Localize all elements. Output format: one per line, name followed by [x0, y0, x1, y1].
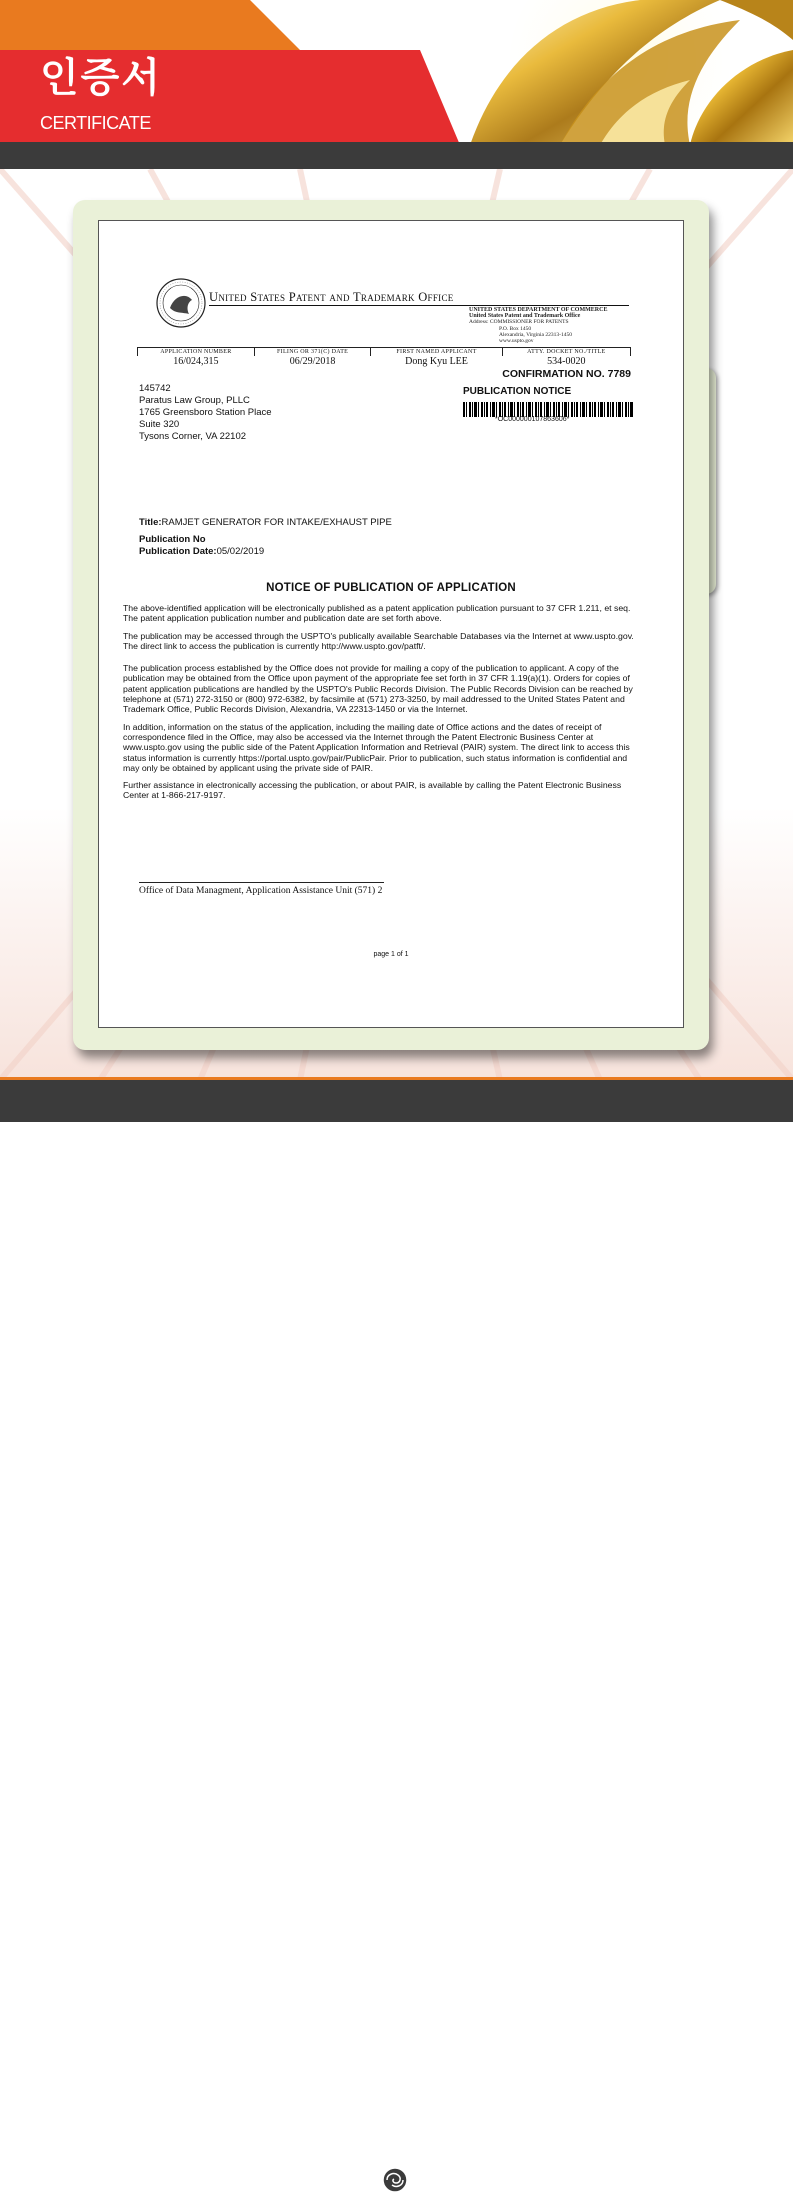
notice-paragraph: The above-identified application will be electronically published as a patent application publication pursuant to 37 CFR 1.211, et seq. The patent application publication number and publication date are set forth above. — [123, 603, 631, 624]
notice-paragraph: The publication may be accessed through the USPTO's publically available Searchable Databases via the Internet at www.uspto.gov. The direct link to access the publication is currently http://www.uspto.gov/patft/. — [123, 630, 634, 651]
publication-date-value: 05/02/2019 — [216, 546, 265, 557]
logo-text-right: POWER — [427, 2176, 463, 2186]
barcode-number: *OC000000107863606* — [495, 416, 570, 423]
table-header: FILING OR 371(C) DATE — [254, 348, 371, 357]
office-signature: Office of Data Managment, Application Assistance Unit (571) 2 — [139, 886, 383, 896]
office-rule — [209, 305, 629, 306]
header-divider-band — [0, 142, 793, 169]
address-line: Tysons Corner, VA 22102 — [139, 431, 247, 442]
publication-notice-label: PUBLICATION NOTICE — [463, 386, 572, 397]
address-line: Suite 320 — [139, 419, 180, 430]
publication-number-label: Publication No — [139, 534, 206, 545]
title-label: Title: — [139, 517, 162, 528]
page-title-korean: 인증서 — [40, 55, 162, 101]
notice-paragraph: The publication process established by the Office does not provide for mailing a copy of the publication to applicant. A copy of the publication may be obtained from the Office upon payment of the appropriate fee set forth in 37 CFR 1.19(a)(1). Orders for copies of patent application publications are handled by the USPTO's Public Records Division. The Public Records Division can be reached by telephone at (571) 272-3150 or (800) 972-6382, by facsimile at (571) 273-3250, by mail addressed to the United States Patent and Trademark Office, Public Records Division, Alexandria, VA 22313-1450 or via the Internet. — [123, 663, 633, 715]
notice-heading: NOTICE OF PUBLICATION OF APPLICATION — [266, 582, 516, 594]
table-header: APPLICATION NUMBER — [138, 348, 255, 357]
dept-line-2: United States Patent and Trademark Office — [469, 313, 581, 320]
dept-line-1: UNITED STATES DEPARTMENT OF COMMERCE — [469, 307, 608, 313]
ramjet-power-logo — [310, 2167, 480, 2193]
table-cell: 16/024,315 — [173, 356, 219, 367]
application-title — [139, 517, 392, 528]
address-line: 145742 — [139, 383, 171, 394]
table-header: FIRST NAMED APPLICANT — [371, 348, 502, 357]
dept-line-3: Address: COMMISSIONER FOR PATENTS — [469, 319, 569, 326]
page-title-english: CERTIFICATE — [40, 113, 151, 133]
dept-line-5: Alexandria, Virginia 22313-1450 — [499, 331, 572, 338]
page-number: page 1 of 1 — [373, 951, 409, 958]
table-cell: Dong Kyu LEE — [405, 356, 468, 367]
table-header: ATTY. DOCKET NO./TITLE — [502, 348, 630, 357]
table-cell: 534-0020 — [547, 356, 586, 367]
dept-line-6: www.uspto.gov — [499, 338, 534, 345]
notice-paragraph: In addition, information on the status of the application, including the mailing date of Office actions and the dates of receipt of correspondence filed in the Office, may also be accessed via the Internet through the Patent Electronic Business Center at www.uspto.gov using the public side of the Patent Application Information and Retrieval (PAIR) system. The direct link to access this status information is currently https://portal.uspto.gov/pair/PublicPair. Prior to publication, such status information is confidential and may only be obtained by applicant using the private side of PAIR. — [123, 721, 630, 773]
signature-rule — [139, 882, 384, 883]
title-value: RAMJET GENERATOR FOR INTAKE/EXHAUST PIPE — [161, 517, 392, 528]
notice-body — [123, 603, 643, 808]
header-banner — [0, 0, 793, 145]
address-line: Paratus Law Group, PLLC — [139, 395, 250, 406]
dept-line-4: P.O. Box 1450 — [499, 325, 532, 332]
barcode-icon — [463, 402, 633, 417]
uspto-seal-icon — [156, 278, 206, 328]
logo-text-left: RAMJET — [324, 2176, 362, 2186]
confirmation-number: CONFIRMATION NO. 7789 — [502, 368, 631, 380]
mailing-address — [139, 383, 272, 443]
publication-info — [139, 534, 264, 558]
footer-bar — [0, 1080, 793, 2186]
notice-paragraph: Further assistance in electronically accessing the publication, or about PAIR, is available by calling the Patent Electronic Business Center at 1-866-217-9197. — [123, 780, 622, 801]
address-line: 1765 Greensboro Station Place — [139, 407, 272, 418]
table-cell: 06/29/2018 — [289, 356, 336, 367]
department-address — [469, 307, 607, 344]
application-table — [137, 347, 631, 367]
office-name: United States Patent and Trademark Office — [209, 290, 454, 304]
patent-document — [98, 220, 684, 1028]
publication-date-label: Publication Date: — [139, 546, 217, 557]
